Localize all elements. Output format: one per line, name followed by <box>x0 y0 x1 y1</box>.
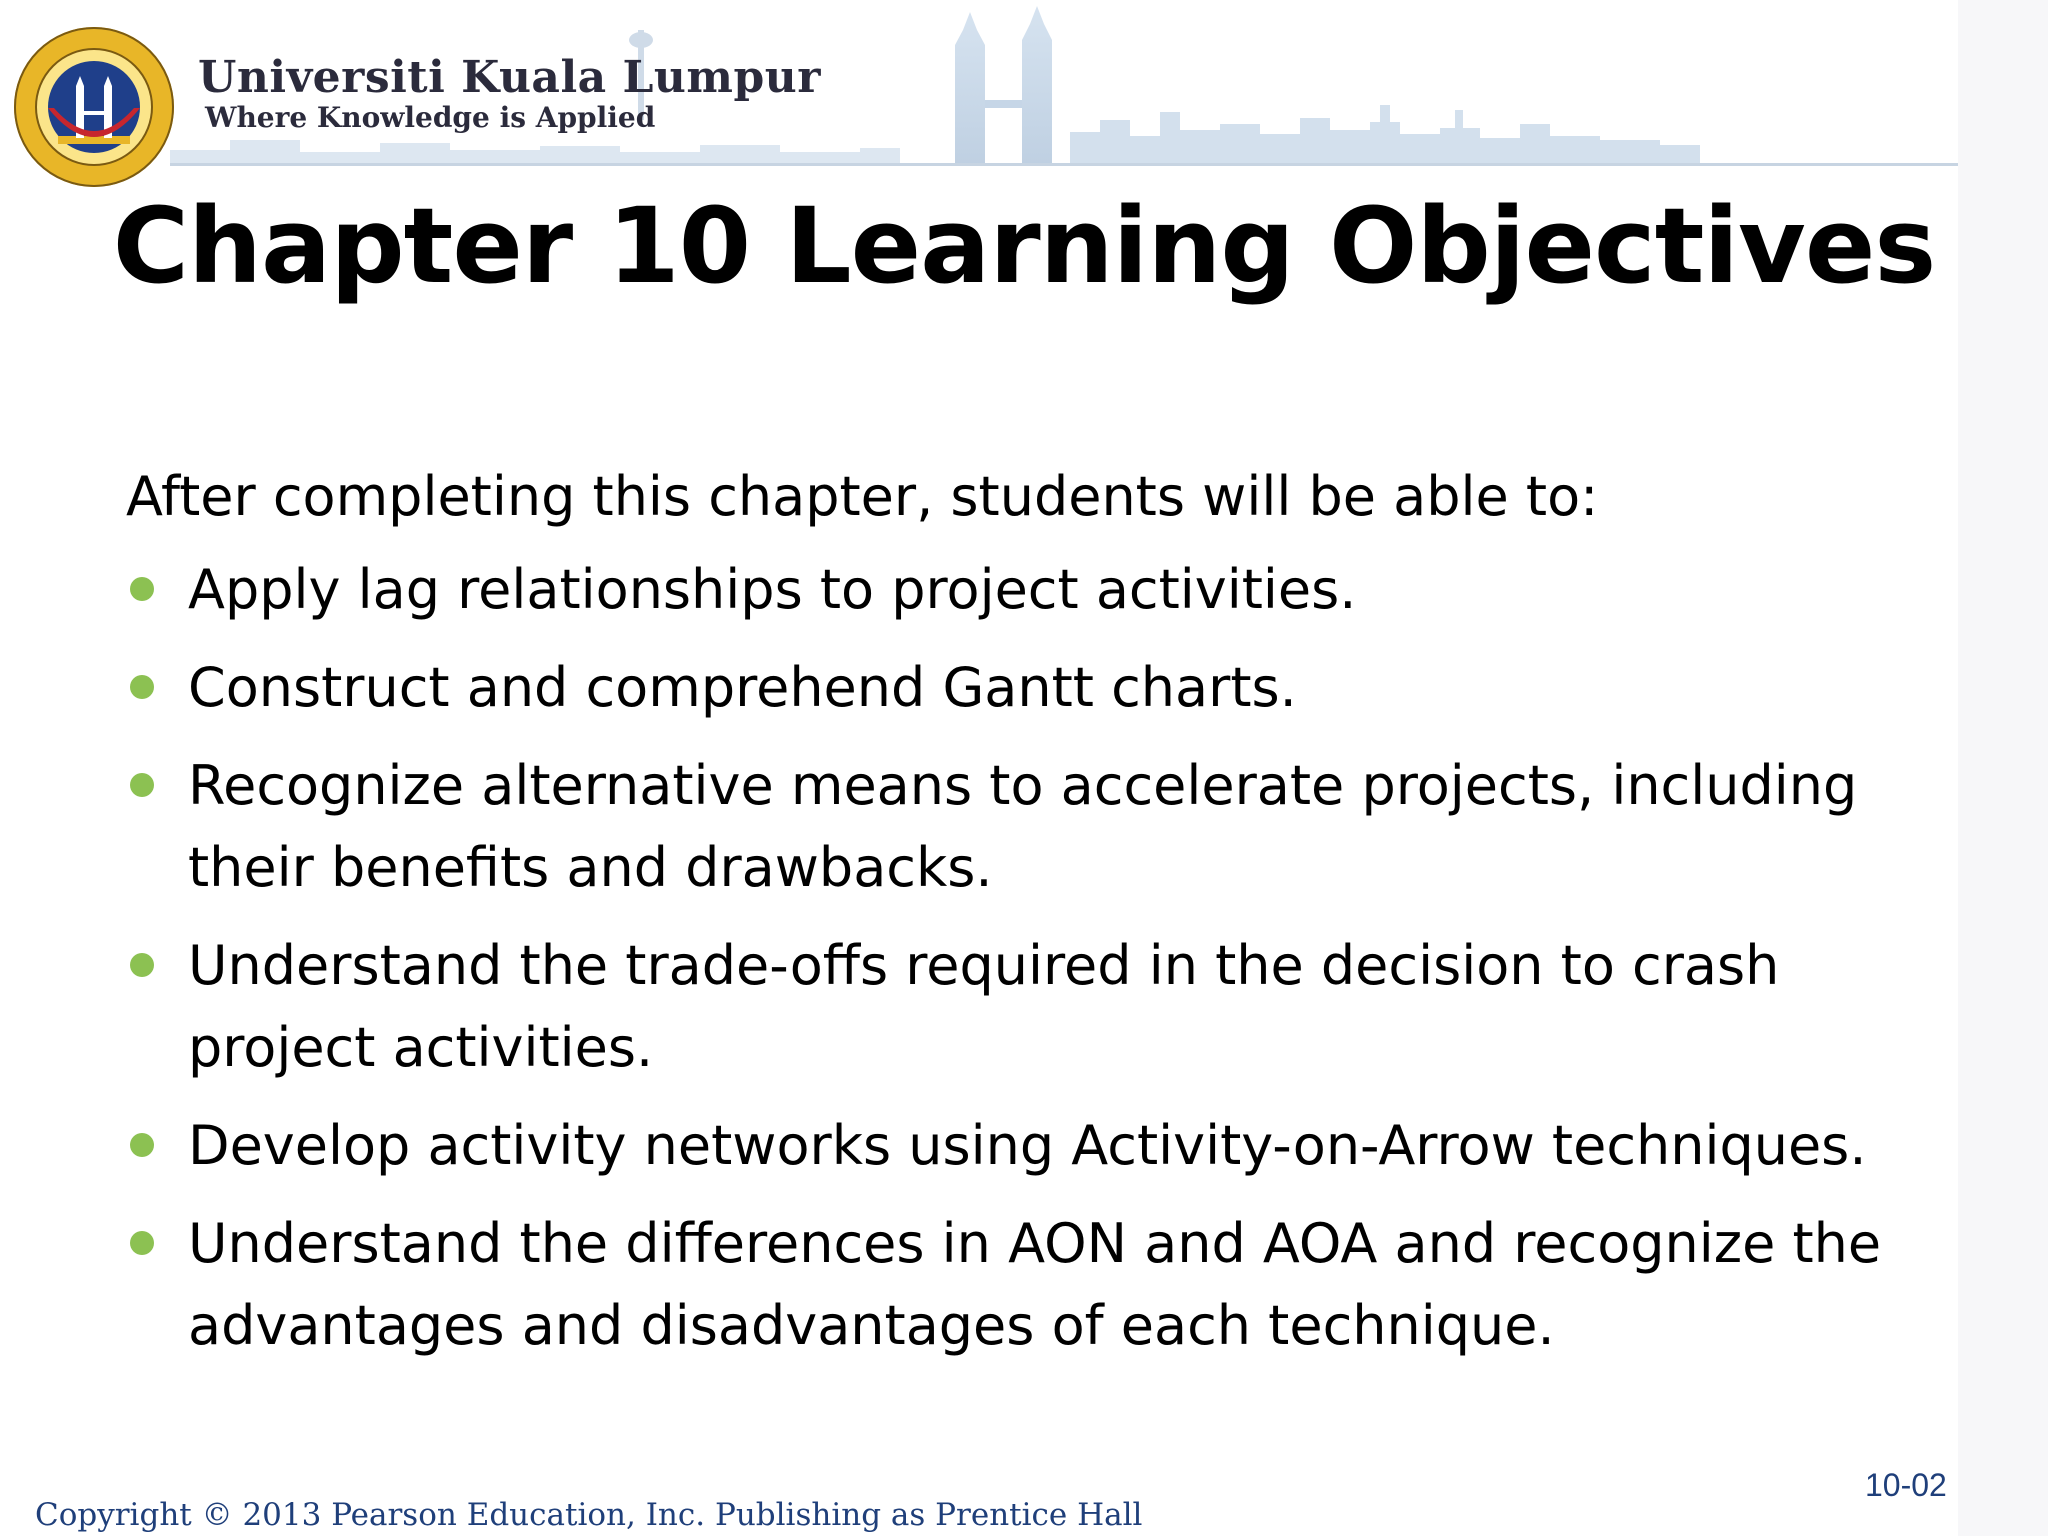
bullet-dot-icon <box>130 953 154 977</box>
objective-text: Understand the differences in AON and AOA and recognize the advantages and disadvantages of each technique. <box>188 1212 1882 1357</box>
objective-item <box>126 549 1966 631</box>
objective-text: Understand the trade-offs required in the decision to crash project activities. <box>188 934 1780 1079</box>
objective-item <box>126 1203 1966 1367</box>
objective-text: Apply lag relationships to project activities. <box>188 558 1357 621</box>
bullet-dot-icon <box>130 1133 154 1157</box>
slide-body <box>126 455 1966 1367</box>
university-name: Universiti Kuala Lumpur <box>198 52 821 103</box>
objective-item <box>126 647 1966 729</box>
objective-text: Develop activity networks using Activity-on-Arrow techniques. <box>188 1114 1867 1177</box>
objective-text: Construct and comprehend Gantt charts. <box>188 656 1297 719</box>
header-banner <box>0 0 1958 175</box>
objective-item <box>126 925 1966 1089</box>
slide-number: 10-02 <box>1865 1467 1947 1503</box>
bullet-dot-icon <box>130 1231 154 1255</box>
bullet-dot-icon <box>130 675 154 699</box>
copyright-notice: Copyright © 2013 Pearson Education, Inc. Publishing as Prentice Hall <box>35 1497 1143 1533</box>
objectives-list <box>126 549 1966 1367</box>
bullet-dot-icon <box>130 577 154 601</box>
intro-text: After completing this chapter, students will be able to: <box>126 465 1599 528</box>
objective-item <box>126 745 1966 909</box>
slide-title: Chapter 10 Learning Objectives <box>112 185 1936 307</box>
objective-text: Recognize alternative means to accelerate projects, including their benefits and drawbacks. <box>188 754 1858 899</box>
university-tagline: Where Knowledge is Applied <box>205 101 656 134</box>
objective-item <box>126 1105 1966 1187</box>
bullet-dot-icon <box>130 773 154 797</box>
university-logo <box>8 26 180 188</box>
